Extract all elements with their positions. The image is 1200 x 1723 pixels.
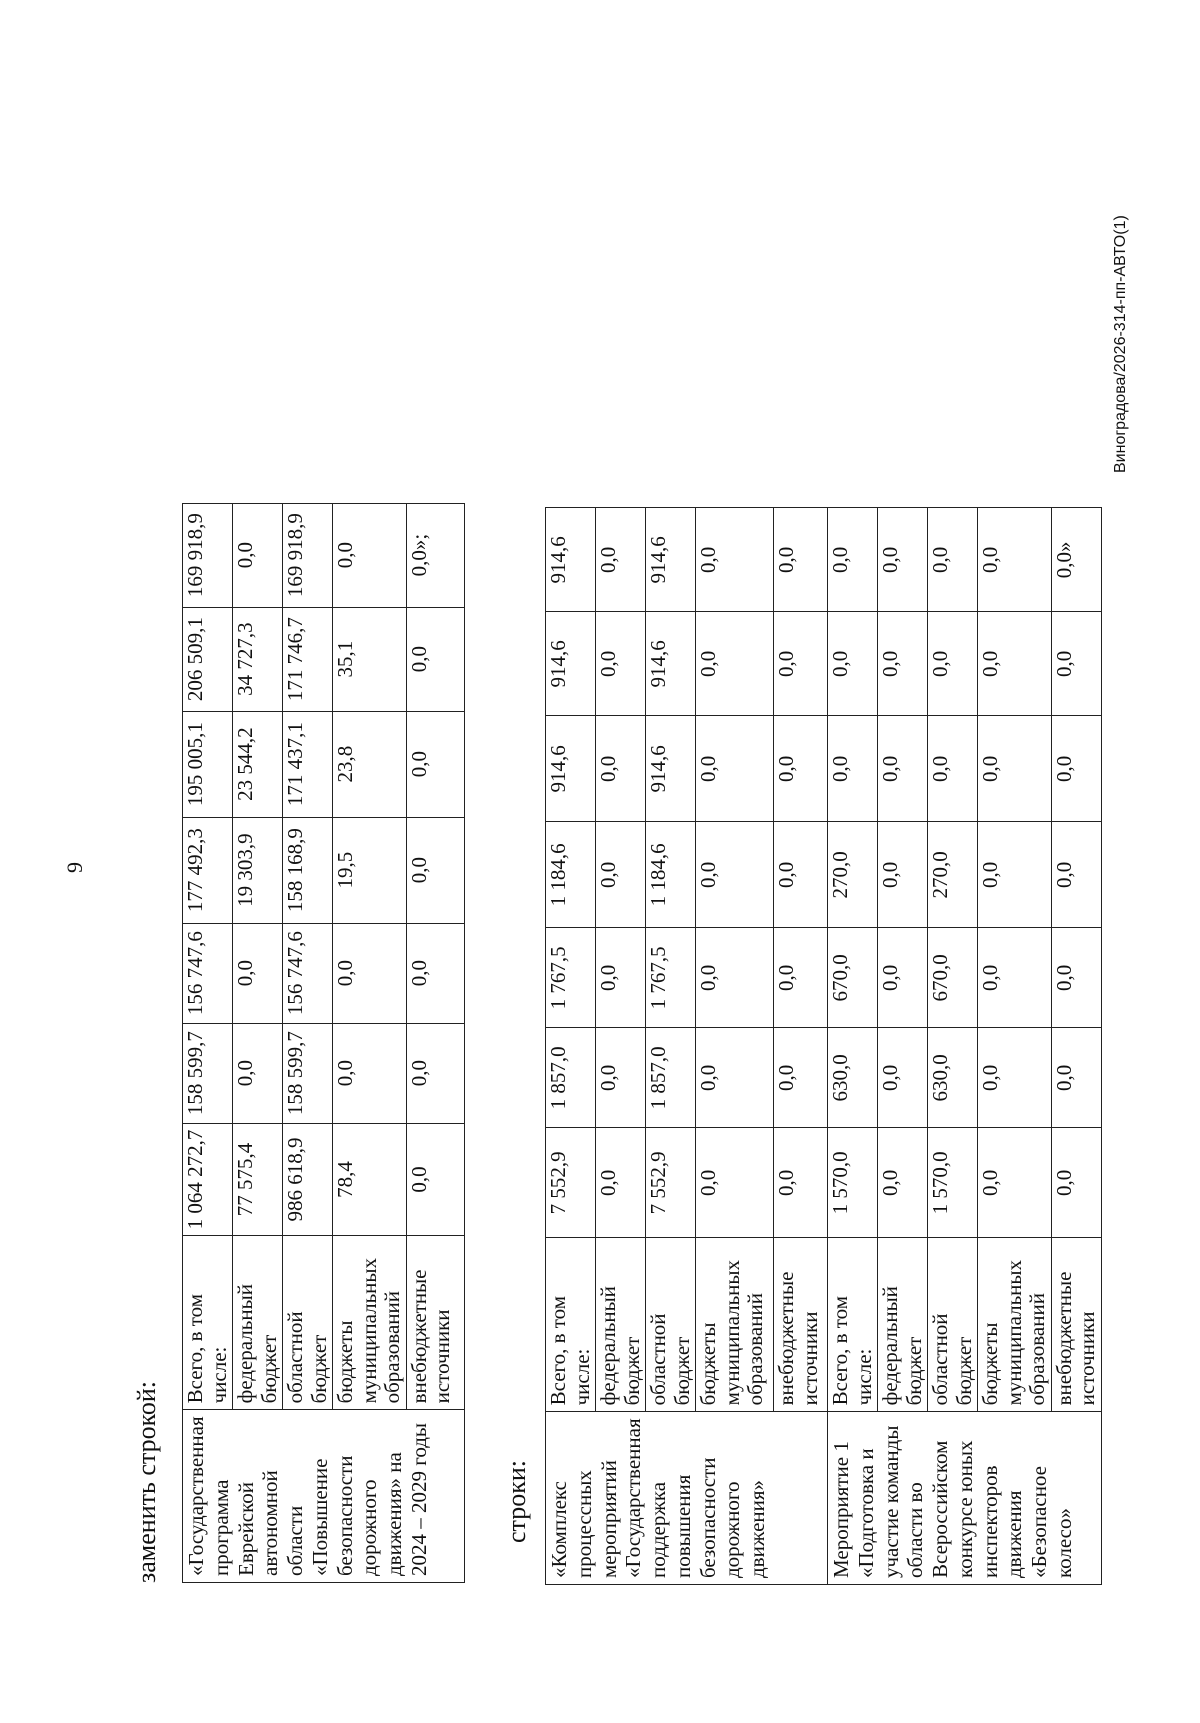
amount-cell: 0,0 [828,508,878,612]
amount-cell: 0,0 [696,822,774,928]
amount-cell: 0,0 [696,716,774,822]
amount-cell: 0,0 [596,822,646,928]
amount-cell: 177 492,3 [183,817,233,923]
amount-cell: 0,0 [978,1028,1052,1128]
amount-cell: 0,0 [774,716,828,822]
amount-cell: 1 064 272,7 [183,1123,233,1236]
amount-cell: 7 552,9 [646,1128,696,1238]
amount-cell: 0,0 [696,508,774,612]
funding-source-label: областной бюджет [283,1236,333,1410]
amount-cell: 0,0 [928,716,978,822]
funding-source-label: Всего, в том числе: [183,1236,233,1410]
funding-source-label: бюджеты муниципальных образований [333,1236,407,1410]
amount-cell: 986 618,9 [283,1123,333,1236]
amount-cell: 0,0 [828,716,878,822]
amount-cell: 914,6 [646,508,696,612]
amount-cell: 7 552,9 [546,1128,596,1238]
amount-cell: 0,0 [596,1128,646,1238]
amount-cell: 19,5 [333,817,407,923]
amount-cell: 171 746,7 [283,607,333,711]
amount-cell: 0,0 [406,1123,464,1236]
amount-cell: 0,0 [878,716,928,822]
amount-cell: 0,0 [406,711,464,817]
amount-cell: 1 857,0 [646,1028,696,1128]
amount-cell: 0,0» [1051,508,1101,612]
amount-cell: 1 184,6 [646,822,696,928]
amount-cell: 914,6 [546,716,596,822]
amount-cell: 0,0 [828,612,878,716]
amount-cell: 914,6 [646,716,696,822]
amount-cell: 23 544,2 [233,711,283,817]
amount-cell: 0,0 [233,923,283,1023]
amount-cell: 156 747,6 [283,923,333,1023]
funding-source-label: областной бюджет [646,1238,696,1412]
group-title: «Комплекс процессных мероприятий «Государственная поддержка повышения безопасности дорожного движения» [546,1412,828,1585]
amount-cell: 1 857,0 [546,1028,596,1128]
page-number: 9 [62,862,87,873]
funding-source-label: бюджеты муниципальных образований [696,1238,774,1412]
funding-source-label: Всего, в том числе: [828,1238,878,1412]
amount-cell: 270,0 [928,822,978,928]
amount-cell: 0,0 [878,1028,928,1128]
group-title: Мероприятие 1 «Подготовка и участие команды области во Всероссийском конкурсе юных инспекторов движения «Безопасное колесо» [828,1412,1102,1585]
amount-cell: 0,0 [1051,612,1101,716]
program-title: «Государственная программа Еврейской автономной области «Повышение безопасности дорожного движения» на 2024 – 2029 годы [183,1410,465,1583]
footer-code: Виноградова/2026-314-пп-АВТО(1) [1112,215,1129,473]
funding-source-label: бюджеты муниципальных образований [978,1238,1052,1412]
amount-cell: 169 918,9 [283,503,333,607]
amount-cell: 670,0 [828,928,878,1028]
amount-cell: 0,0 [878,928,928,1028]
amount-cell: 1 184,6 [546,822,596,928]
replacement-table [182,503,465,1583]
amount-cell: 914,6 [646,612,696,716]
amount-cell: 0,0 [774,508,828,612]
table-row [546,508,596,1585]
amount-cell: 914,6 [546,612,596,716]
amount-cell: 34 727,3 [233,607,283,711]
amount-cell: 0,0 [978,612,1052,716]
table-row [183,503,233,1582]
amount-cell: 0,0 [774,1028,828,1128]
amount-cell: 0,0 [696,1128,774,1238]
amount-cell: 0,0 [333,503,407,607]
amount-cell: 1 767,5 [646,928,696,1028]
table-row [828,508,878,1585]
amount-cell: 0,0 [928,508,978,612]
amount-cell: 0,0 [1051,1128,1101,1238]
amount-cell: 0,0 [596,612,646,716]
amount-cell: 0,0 [978,822,1052,928]
amount-cell: 0,0 [928,612,978,716]
amount-cell: 206 509,1 [183,607,233,711]
amount-cell: 158 168,9 [283,817,333,923]
funding-source-label: областной бюджет [928,1238,978,1412]
amount-cell: 158 599,7 [183,1023,233,1123]
amount-cell: 0,0 [1051,822,1101,928]
amount-cell: 0,0 [1051,928,1101,1028]
amount-cell: 0,0 [1051,1028,1101,1128]
replace-intro-text: заменить строкой: [132,1380,161,1583]
amount-cell: 0,0 [596,508,646,612]
amount-cell: 0,0»; [406,503,464,607]
amount-cell: 0,0 [406,607,464,711]
amount-cell: 0,0 [333,923,407,1023]
amount-cell: 0,0 [596,928,646,1028]
amount-cell: 0,0 [333,1023,407,1123]
amount-cell: 0,0 [233,1023,283,1123]
amount-cell: 914,6 [546,508,596,612]
funding-source-label: федеральный бюджет [233,1236,283,1410]
amount-cell: 1 570,0 [828,1128,878,1238]
amount-cell: 0,0 [406,1023,464,1123]
amount-cell: 0,0 [978,928,1052,1028]
amount-cell: 0,0 [596,716,646,822]
amount-cell: 169 918,9 [183,503,233,607]
funding-source-label: внебюджетные источники [1051,1238,1101,1412]
amount-cell: 0,0 [774,928,828,1028]
amount-cell: 0,0 [774,612,828,716]
amount-cell: 0,0 [978,508,1052,612]
amount-cell: 171 437,1 [283,711,333,817]
amount-cell: 78,4 [333,1123,407,1236]
amount-cell: 0,0 [878,1128,928,1238]
funding-source-label: Всего, в том числе: [546,1238,596,1412]
funding-source-label: федеральный бюджет [596,1238,646,1412]
amount-cell: 0,0 [696,928,774,1028]
amount-cell: 630,0 [828,1028,878,1128]
amount-cell: 270,0 [828,822,878,928]
amount-cell: 0,0 [878,822,928,928]
funding-source-label: внебюджетные источники [406,1236,464,1410]
amount-cell: 670,0 [928,928,978,1028]
amount-cell: 1 570,0 [928,1128,978,1238]
amount-cell: 23,8 [333,711,407,817]
rows-table [545,507,1102,1585]
amount-cell: 0,0 [774,1128,828,1238]
amount-cell: 158 599,7 [283,1023,333,1123]
amount-cell: 77 575,4 [233,1123,283,1236]
amount-cell: 35,1 [333,607,407,711]
rows-intro-text: строки: [502,1460,531,1543]
amount-cell: 0,0 [774,822,828,928]
amount-cell: 0,0 [978,716,1052,822]
amount-cell: 0,0 [696,1028,774,1128]
funding-source-label: федеральный бюджет [878,1238,928,1412]
amount-cell: 0,0 [406,817,464,923]
amount-cell: 0,0 [1051,716,1101,822]
amount-cell: 0,0 [878,612,928,716]
amount-cell: 0,0 [878,508,928,612]
amount-cell: 0,0 [233,503,283,607]
amount-cell: 195 005,1 [183,711,233,817]
amount-cell: 630,0 [928,1028,978,1128]
funding-source-label: внебюджетные источники [774,1238,828,1412]
amount-cell: 1 767,5 [546,928,596,1028]
amount-cell: 19 303,9 [233,817,283,923]
amount-cell: 0,0 [406,923,464,1023]
amount-cell: 156 747,6 [183,923,233,1023]
amount-cell: 0,0 [596,1028,646,1128]
amount-cell: 0,0 [978,1128,1052,1238]
amount-cell: 0,0 [696,612,774,716]
